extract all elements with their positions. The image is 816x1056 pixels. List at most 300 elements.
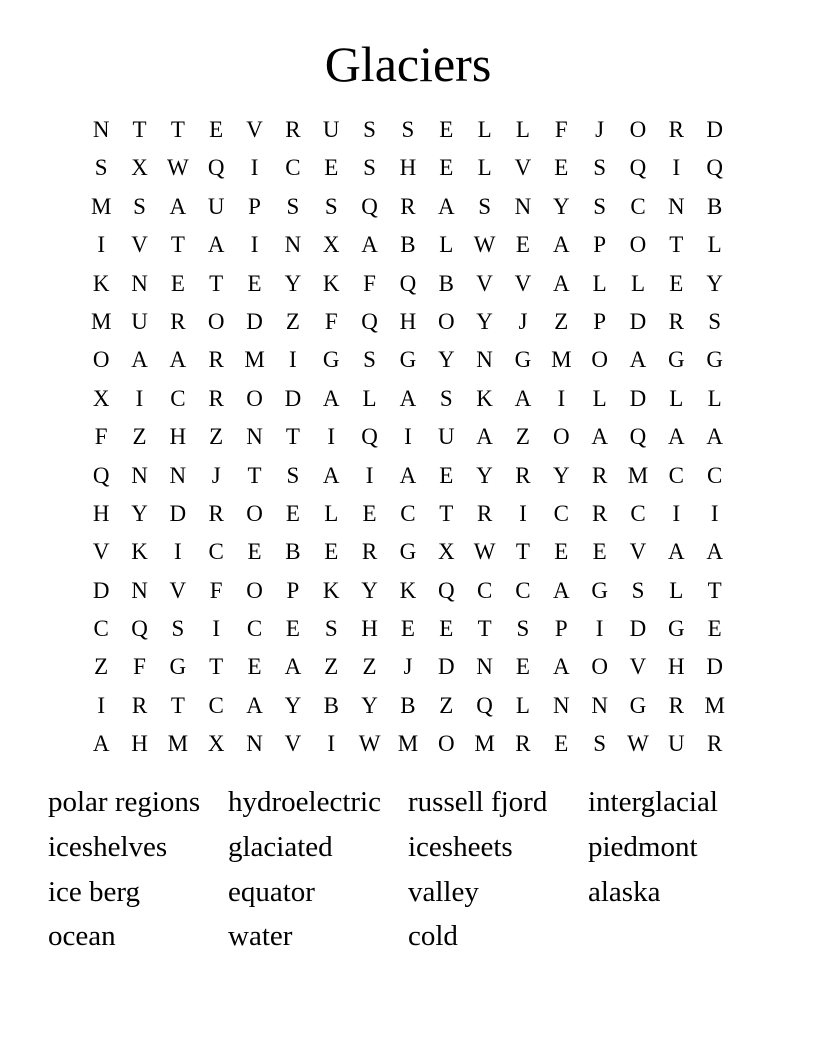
grid-letter: S bbox=[324, 616, 338, 642]
grid-letter: Q bbox=[92, 462, 110, 488]
grid-letter: O bbox=[629, 232, 647, 258]
grid-letter: E bbox=[592, 539, 607, 565]
grid-letter: H bbox=[399, 308, 417, 334]
grid-letter: R bbox=[170, 308, 186, 334]
grid-letter: Q bbox=[361, 424, 378, 450]
grid-letter: M bbox=[551, 347, 572, 373]
grid-letter: Z bbox=[132, 424, 147, 450]
grid-letter: K bbox=[399, 577, 417, 603]
grid-letter: T bbox=[707, 577, 722, 603]
grid-letter: S bbox=[133, 193, 146, 219]
grid-letter: V bbox=[629, 539, 647, 565]
grid-letter: F bbox=[324, 308, 338, 334]
grid-letter: D bbox=[629, 616, 647, 642]
grid-row bbox=[82, 457, 734, 495]
grid-letter: M bbox=[90, 308, 112, 334]
grid-letter: A bbox=[668, 539, 685, 565]
word-list-item: cold bbox=[408, 920, 458, 953]
grid-letter: N bbox=[92, 117, 110, 142]
word-list-item: polar regions bbox=[48, 786, 201, 818]
grid-letter: A bbox=[322, 385, 340, 411]
grid-letter: E bbox=[247, 270, 262, 296]
grid-letter: E bbox=[439, 117, 454, 142]
grid-letter: G bbox=[706, 347, 723, 373]
grid-letter: O bbox=[591, 654, 608, 680]
grid-row bbox=[82, 341, 734, 379]
grid-letter: V bbox=[629, 654, 647, 680]
grid-letter: Y bbox=[361, 692, 378, 718]
grid-letter: A bbox=[668, 424, 685, 450]
grid-letter: X bbox=[92, 385, 110, 411]
grid-row bbox=[82, 111, 734, 149]
grid-letter: K bbox=[322, 577, 340, 603]
grid-letter: Z bbox=[515, 424, 530, 450]
grid-letter: B bbox=[400, 692, 416, 718]
grid-letter: T bbox=[669, 232, 684, 258]
grid-letter: A bbox=[169, 193, 187, 219]
grid-letter: V bbox=[514, 155, 532, 181]
grid-letter: B bbox=[707, 193, 723, 219]
grid-letter: Z bbox=[439, 692, 454, 718]
grid-letter: A bbox=[552, 270, 570, 296]
letter-grid bbox=[82, 111, 734, 764]
grid-letter: L bbox=[669, 385, 684, 411]
grid-letter: A bbox=[399, 385, 417, 411]
grid-letter: U bbox=[668, 731, 685, 757]
grid-letter: A bbox=[552, 232, 570, 258]
grid-letter: N bbox=[476, 654, 493, 680]
grid-letter: I bbox=[174, 539, 182, 565]
word-list-item: iceshelves bbox=[48, 830, 168, 863]
word-list-item: ice berg bbox=[48, 875, 141, 908]
grid-letter: I bbox=[595, 616, 604, 642]
grid-letter: M bbox=[627, 462, 649, 488]
grid-letter: T bbox=[170, 117, 185, 142]
grid-letter: E bbox=[515, 232, 530, 258]
grid-letter: E bbox=[400, 616, 415, 642]
grid-letter: E bbox=[285, 500, 300, 526]
grid-row bbox=[82, 725, 734, 763]
grid-letter: A bbox=[476, 424, 493, 450]
grid-letter: V bbox=[246, 117, 263, 142]
grid-row bbox=[82, 303, 734, 341]
grid-letter: R bbox=[208, 500, 224, 526]
grid-letter: L bbox=[669, 577, 684, 603]
grid-letter: A bbox=[207, 232, 225, 258]
grid-letter: P bbox=[554, 616, 568, 642]
grid-letter: I bbox=[327, 424, 336, 450]
grid-letter: D bbox=[246, 308, 263, 334]
grid-letter: D bbox=[169, 500, 187, 526]
grid-letter: I bbox=[672, 155, 681, 181]
grid-letter: O bbox=[207, 308, 225, 334]
grid-letter: R bbox=[591, 462, 608, 488]
grid-letter: P bbox=[248, 193, 261, 219]
grid-letter: A bbox=[361, 232, 378, 258]
grid-row bbox=[82, 572, 734, 610]
grid-letter: N bbox=[552, 692, 570, 718]
grid-row bbox=[82, 610, 734, 648]
grid-letter: Y bbox=[131, 500, 148, 526]
grid-letter: D bbox=[629, 385, 647, 411]
grid-letter: C bbox=[668, 462, 684, 488]
grid-letter: F bbox=[554, 117, 568, 142]
grid-letter: F bbox=[94, 424, 108, 450]
grid-letter: X bbox=[322, 232, 340, 258]
grid-letter: G bbox=[668, 347, 685, 373]
grid-letter: E bbox=[362, 500, 377, 526]
word-list bbox=[48, 780, 768, 959]
grid-letter: R bbox=[400, 193, 416, 219]
grid-letter: M bbox=[244, 347, 265, 373]
grid-letter: S bbox=[324, 193, 338, 219]
grid-letter: H bbox=[399, 155, 417, 181]
grid-letter: I bbox=[672, 500, 681, 526]
grid-letter: M bbox=[474, 731, 495, 757]
grid-letter: P bbox=[593, 232, 607, 258]
grid-letter: S bbox=[286, 193, 300, 219]
grid-letter: S bbox=[286, 462, 300, 488]
word-list-item: piedmont bbox=[588, 830, 698, 863]
grid-letter: Q bbox=[399, 270, 417, 296]
grid-letter: X bbox=[437, 539, 455, 565]
grid-letter: X bbox=[207, 731, 225, 757]
grid-letter: A bbox=[706, 424, 723, 450]
grid-letter: F bbox=[209, 577, 223, 603]
grid-letter: R bbox=[131, 692, 148, 718]
grid-letter: A bbox=[322, 462, 340, 488]
grid-letter: I bbox=[557, 385, 566, 411]
grid-letter: I bbox=[289, 347, 297, 373]
grid-letter: N bbox=[284, 232, 302, 258]
word-list-item: interglacial bbox=[588, 786, 718, 818]
grid-letter: C bbox=[630, 193, 646, 219]
grid-letter: O bbox=[92, 347, 110, 373]
grid-letter: C bbox=[707, 462, 723, 488]
grid-letter: I bbox=[97, 692, 105, 718]
grid-letter: G bbox=[629, 692, 647, 718]
word-list-item: alaska bbox=[588, 875, 661, 908]
grid-letter: Q bbox=[361, 193, 378, 219]
grid-letter: W bbox=[358, 731, 381, 757]
word-list-item: icesheets bbox=[408, 830, 513, 863]
grid-letter: Y bbox=[476, 308, 493, 334]
grid-letter: G bbox=[399, 539, 417, 565]
grid-letter: C bbox=[170, 385, 186, 411]
grid-letter: C bbox=[515, 577, 531, 603]
grid-letter: J bbox=[403, 654, 413, 680]
grid-letter: S bbox=[478, 193, 491, 219]
grid-letter: E bbox=[209, 117, 224, 142]
grid-letter: E bbox=[247, 654, 262, 680]
grid-letter: T bbox=[285, 424, 300, 450]
grid-letter: V bbox=[169, 577, 187, 603]
grid-letter: Q bbox=[131, 616, 148, 642]
grid-letter: S bbox=[94, 155, 108, 181]
grid-letter: G bbox=[169, 654, 187, 680]
grid-letter: S bbox=[439, 385, 453, 411]
grid-letter: Q bbox=[629, 424, 647, 450]
grid-letter: T bbox=[209, 270, 224, 296]
grid-letter: O bbox=[629, 117, 647, 142]
grid-letter: O bbox=[246, 385, 263, 411]
grid-letter: E bbox=[247, 539, 262, 565]
grid-letter: S bbox=[631, 577, 645, 603]
grid-letter: T bbox=[170, 692, 185, 718]
grid-letter: J bbox=[595, 117, 605, 142]
grid-letter: A bbox=[629, 347, 647, 373]
grid-letter: D bbox=[629, 308, 647, 334]
grid-letter: N bbox=[246, 424, 263, 450]
grid-letter: Y bbox=[284, 270, 302, 296]
grid-letter: I bbox=[97, 232, 105, 258]
grid-letter: U bbox=[437, 424, 455, 450]
grid-letter: G bbox=[668, 616, 685, 642]
grid-letter: T bbox=[247, 462, 262, 488]
grid-row bbox=[82, 188, 734, 226]
grid-letter: Y bbox=[284, 692, 302, 718]
grid-letter: Q bbox=[361, 308, 378, 334]
grid-letter: H bbox=[131, 731, 148, 757]
grid-letter: D bbox=[706, 117, 723, 142]
grid-letter: V bbox=[92, 539, 110, 565]
grid-letter: N bbox=[131, 462, 148, 488]
grid-letter: R bbox=[515, 731, 531, 757]
grid-letter: A bbox=[514, 385, 532, 411]
grid-letter: R bbox=[707, 731, 723, 757]
grid-letter: E bbox=[324, 539, 339, 565]
grid-letter: W bbox=[167, 155, 189, 181]
grid-letter: Y bbox=[706, 270, 723, 296]
grid-letter: T bbox=[439, 500, 454, 526]
word-list-item: hydroelectric bbox=[228, 786, 381, 818]
grid-row bbox=[82, 648, 734, 686]
grid-letter: C bbox=[208, 539, 224, 565]
grid-letter: J bbox=[518, 308, 528, 334]
grid-letter: S bbox=[171, 616, 185, 642]
grid-letter: E bbox=[669, 270, 684, 296]
grid-letter: H bbox=[668, 654, 685, 680]
page-title: Glaciers bbox=[324, 36, 492, 92]
grid-letter: C bbox=[208, 692, 224, 718]
grid-letter: F bbox=[133, 654, 146, 680]
grid-letter: T bbox=[477, 616, 492, 642]
grid-letter: E bbox=[324, 155, 339, 181]
grid-letter: I bbox=[710, 500, 719, 526]
grid-letter: R bbox=[208, 347, 224, 373]
grid-letter: V bbox=[284, 731, 302, 757]
grid-letter: I bbox=[250, 155, 259, 181]
grid-row bbox=[82, 533, 734, 571]
grid-letter: L bbox=[439, 232, 454, 258]
grid-row bbox=[82, 380, 734, 418]
grid-letter: F bbox=[363, 270, 376, 296]
grid-letter: M bbox=[704, 692, 725, 718]
grid-letter: L bbox=[707, 232, 722, 258]
grid-letter: G bbox=[514, 347, 532, 373]
grid-letter: A bbox=[92, 731, 110, 757]
grid-letter: O bbox=[437, 731, 455, 757]
word-list-item: valley bbox=[408, 875, 479, 908]
grid-letter: S bbox=[593, 731, 607, 757]
grid-letter: R bbox=[591, 500, 608, 526]
grid-letter: B bbox=[400, 232, 416, 258]
grid-letter: N bbox=[514, 193, 532, 219]
grid-letter: K bbox=[476, 385, 493, 411]
grid-letter: N bbox=[668, 193, 685, 219]
grid-letter: A bbox=[131, 347, 148, 373]
grid-letter: E bbox=[554, 731, 569, 757]
grid-letter: S bbox=[708, 308, 722, 334]
grid-letter: A bbox=[169, 347, 187, 373]
grid-row bbox=[82, 495, 734, 533]
word-list-item: equator bbox=[228, 875, 315, 908]
grid-letter: G bbox=[591, 577, 608, 603]
grid-letter: E bbox=[439, 462, 454, 488]
grid-letter: I bbox=[519, 500, 527, 526]
grid-letter: A bbox=[284, 654, 302, 680]
grid-letter: J bbox=[211, 462, 221, 488]
grid-letter: S bbox=[593, 193, 607, 219]
grid-letter: Y bbox=[552, 462, 570, 488]
grid-letter: N bbox=[169, 462, 187, 488]
grid-letter: L bbox=[477, 155, 492, 181]
grid-letter: Q bbox=[629, 155, 647, 181]
grid-letter: P bbox=[593, 308, 607, 334]
grid-letter: W bbox=[473, 539, 496, 565]
grid-letter: C bbox=[93, 616, 109, 642]
word-list-item: ocean bbox=[48, 920, 116, 953]
grid-letter: W bbox=[627, 731, 649, 757]
grid-letter: S bbox=[401, 117, 415, 142]
grid-letter: Y bbox=[476, 462, 493, 488]
grid-letter: R bbox=[668, 117, 684, 142]
grid-row bbox=[82, 265, 734, 303]
grid-row bbox=[82, 226, 734, 264]
grid-letter: K bbox=[131, 539, 148, 565]
grid-letter: T bbox=[209, 654, 224, 680]
grid-letter: I bbox=[212, 616, 221, 642]
grid-letter: N bbox=[131, 577, 148, 603]
grid-letter: R bbox=[668, 692, 684, 718]
grid-letter: E bbox=[439, 155, 454, 181]
grid-letter: T bbox=[132, 117, 147, 142]
grid-letter: S bbox=[363, 155, 376, 181]
grid-letter: T bbox=[515, 539, 530, 565]
grid-letter: D bbox=[92, 577, 110, 603]
word-list-item: glaciated bbox=[228, 830, 333, 863]
grid-letter: E bbox=[515, 654, 530, 680]
word-list-item: russell fjord bbox=[408, 786, 548, 818]
grid-letter: L bbox=[707, 385, 722, 411]
grid-letter: H bbox=[361, 616, 378, 642]
grid-letter: L bbox=[362, 385, 377, 411]
grid-row bbox=[82, 149, 734, 187]
grid-letter: N bbox=[131, 270, 148, 296]
grid-letter: P bbox=[286, 577, 300, 603]
grid-letter: L bbox=[592, 385, 607, 411]
grid-letter: U bbox=[207, 193, 225, 219]
grid-letter: C bbox=[476, 577, 493, 603]
grid-letter: V bbox=[476, 270, 493, 296]
word-list-item: water bbox=[228, 920, 293, 953]
grid-letter: L bbox=[324, 500, 339, 526]
grid-letter: C bbox=[285, 155, 301, 181]
grid-letter: Z bbox=[324, 654, 339, 680]
grid-letter: X bbox=[131, 155, 148, 181]
grid-letter: M bbox=[167, 731, 189, 757]
grid-letter: E bbox=[170, 270, 185, 296]
grid-letter: A bbox=[706, 539, 723, 565]
grid-letter: R bbox=[515, 462, 531, 488]
grid-letter: Q bbox=[706, 155, 723, 181]
grid-letter: I bbox=[327, 731, 336, 757]
grid-letter: R bbox=[476, 500, 493, 526]
grid-letter: A bbox=[399, 462, 417, 488]
grid-letter: O bbox=[591, 347, 608, 373]
grid-letter: H bbox=[169, 424, 187, 450]
grid-letter: B bbox=[285, 539, 301, 565]
grid-letter: Y bbox=[361, 577, 378, 603]
grid-letter: R bbox=[285, 117, 301, 142]
grid-letter: R bbox=[361, 539, 378, 565]
grid-letter: N bbox=[476, 347, 493, 373]
grid-letter: N bbox=[591, 692, 608, 718]
grid-letter: Z bbox=[362, 654, 377, 680]
grid-letter: E bbox=[554, 539, 569, 565]
grid-letter: I bbox=[365, 462, 374, 488]
grid-letter: Y bbox=[552, 193, 570, 219]
grid-letter: G bbox=[322, 347, 340, 373]
grid-letter: L bbox=[515, 117, 530, 142]
grid-letter: C bbox=[630, 500, 646, 526]
grid-letter: L bbox=[477, 117, 492, 142]
grid-letter: S bbox=[593, 155, 607, 181]
grid-letter: B bbox=[438, 270, 454, 296]
grid-letter: O bbox=[246, 500, 263, 526]
grid-letter: Q bbox=[207, 155, 225, 181]
grid-letter: I bbox=[404, 424, 412, 450]
grid-letter: C bbox=[400, 500, 416, 526]
grid-letter: I bbox=[135, 385, 144, 411]
grid-letter: A bbox=[591, 424, 608, 450]
grid-letter: W bbox=[473, 232, 496, 258]
grid-letter: Q bbox=[476, 692, 493, 718]
grid-letter: C bbox=[553, 500, 569, 526]
grid-letter: L bbox=[630, 270, 646, 296]
grid-letter: V bbox=[514, 270, 532, 296]
grid-row bbox=[82, 418, 734, 456]
grid-letter: S bbox=[516, 616, 530, 642]
grid-letter: M bbox=[90, 193, 112, 219]
grid-letter: Z bbox=[554, 308, 569, 334]
grid-letter: N bbox=[246, 731, 263, 757]
grid-letter: S bbox=[363, 117, 376, 142]
grid-letter: Y bbox=[437, 347, 455, 373]
grid-letter: E bbox=[554, 155, 569, 181]
grid-letter: E bbox=[439, 616, 454, 642]
grid-letter: A bbox=[552, 654, 570, 680]
grid-row bbox=[82, 687, 734, 725]
grid-letter: R bbox=[668, 308, 684, 334]
grid-letter: D bbox=[284, 385, 302, 411]
grid-letter: Z bbox=[285, 308, 300, 334]
grid-letter: A bbox=[552, 577, 570, 603]
grid-letter: B bbox=[323, 692, 339, 718]
grid-letter: U bbox=[322, 117, 340, 142]
grid-letter: O bbox=[246, 577, 263, 603]
grid-letter: Z bbox=[94, 654, 109, 680]
